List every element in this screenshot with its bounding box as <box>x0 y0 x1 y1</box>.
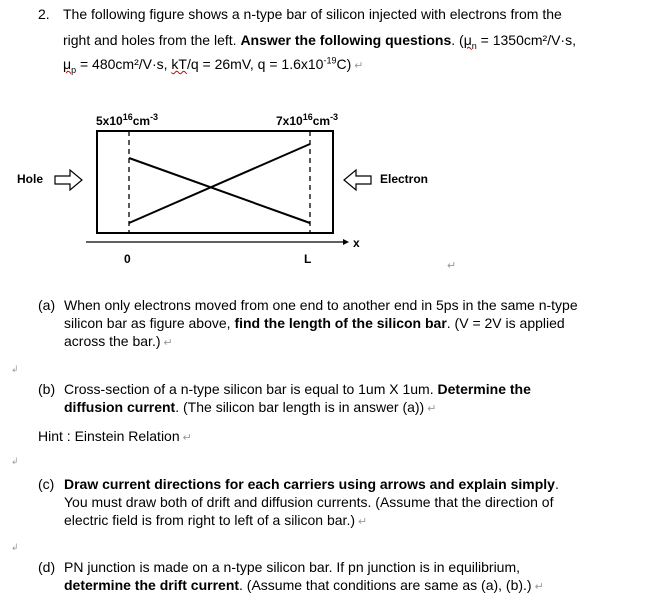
side-mark: ↲ <box>11 364 19 374</box>
paragraph-mark: ↵ <box>358 516 368 528</box>
kt-symbol: kT <box>171 56 187 72</box>
hole-arrow-icon <box>55 170 82 190</box>
paragraph-mark: ↵ <box>354 60 364 72</box>
part-a-label: (a) <box>38 297 56 313</box>
paragraph-mark: ↵ <box>427 403 437 415</box>
x-axis-arrowhead <box>343 239 349 245</box>
electron-label: Electron <box>380 172 429 186</box>
axis-zero-label: 0 <box>124 252 131 266</box>
part-c-label: (c) <box>38 476 55 492</box>
mu-n-symbol: $\mu_n$ <box>463 32 477 51</box>
electron-arrow-icon <box>344 170 371 190</box>
part-c-text: Draw current directions for each carriers using arrows and explain simply. You must draw both of drift and diffusion currents. (Assume that the direction of electric field is from right to left of a silicon bar.) ↵ <box>64 476 559 528</box>
part-d-label: (d) <box>38 559 56 575</box>
electron-profile-line <box>129 144 310 223</box>
question-line-3: $\mu_p = 480cm^2/V\cdot s$, kT/q = 26mV, $q = 1.6x10^{-19}C$) ↵ <box>63 55 364 75</box>
question-number: 2. <box>38 6 50 22</box>
part-d-text: PN junction is made on a n-type silicon bar. If pn junction is in equilibrium, determine the drift current. (Assume that conditions are same as (a), (b).) ↵ <box>64 559 544 593</box>
paragraph-mark: ↵ <box>163 337 173 349</box>
question-line-2: right and holes from the left. Answer the following questions. ($\mu_n = 1350cm^2/V\cdot s$, <box>63 32 576 51</box>
hole-profile-line <box>129 158 310 223</box>
paragraph-mark: ↵ <box>447 260 457 272</box>
paragraph-mark: ↵ <box>182 432 192 444</box>
part-a-text: When only electrons moved from one end to another end in 5ps in the same n-type silicon bar as figure above, find the length of the silicon bar. (V = 2V is applied across the bar.) ↵ <box>64 297 578 349</box>
hole-label: Hole <box>17 172 44 186</box>
paragraph-mark: ↵ <box>534 581 544 593</box>
side-mark: ↲ <box>11 456 19 466</box>
side-mark: ↲ <box>11 542 19 552</box>
part-b-text: Cross-section of a n-type silicon bar is equal to 1um X 1um. Determine the diffusion current. (The silicon bar length is in answer (a)) ↵ <box>64 381 531 415</box>
axis-l-label: L <box>304 252 312 266</box>
concentration-right: $7x10^{16}cm^{-3}$ <box>276 112 339 128</box>
silicon-bar-diagram <box>0 0 670 300</box>
question-line-1: The following figure shows a n-type bar of silicon injected with electrons from the <box>63 6 562 22</box>
part-b-label: (b) <box>38 381 56 397</box>
concentration-left: $5x10^{16}cm^{-3}$ <box>96 112 159 128</box>
hint-text: Hint : Einstein Relation ↵ <box>38 428 192 444</box>
mu-p-symbol: $\mu_p$ <box>63 56 77 75</box>
axis-x-label: x <box>353 236 360 250</box>
